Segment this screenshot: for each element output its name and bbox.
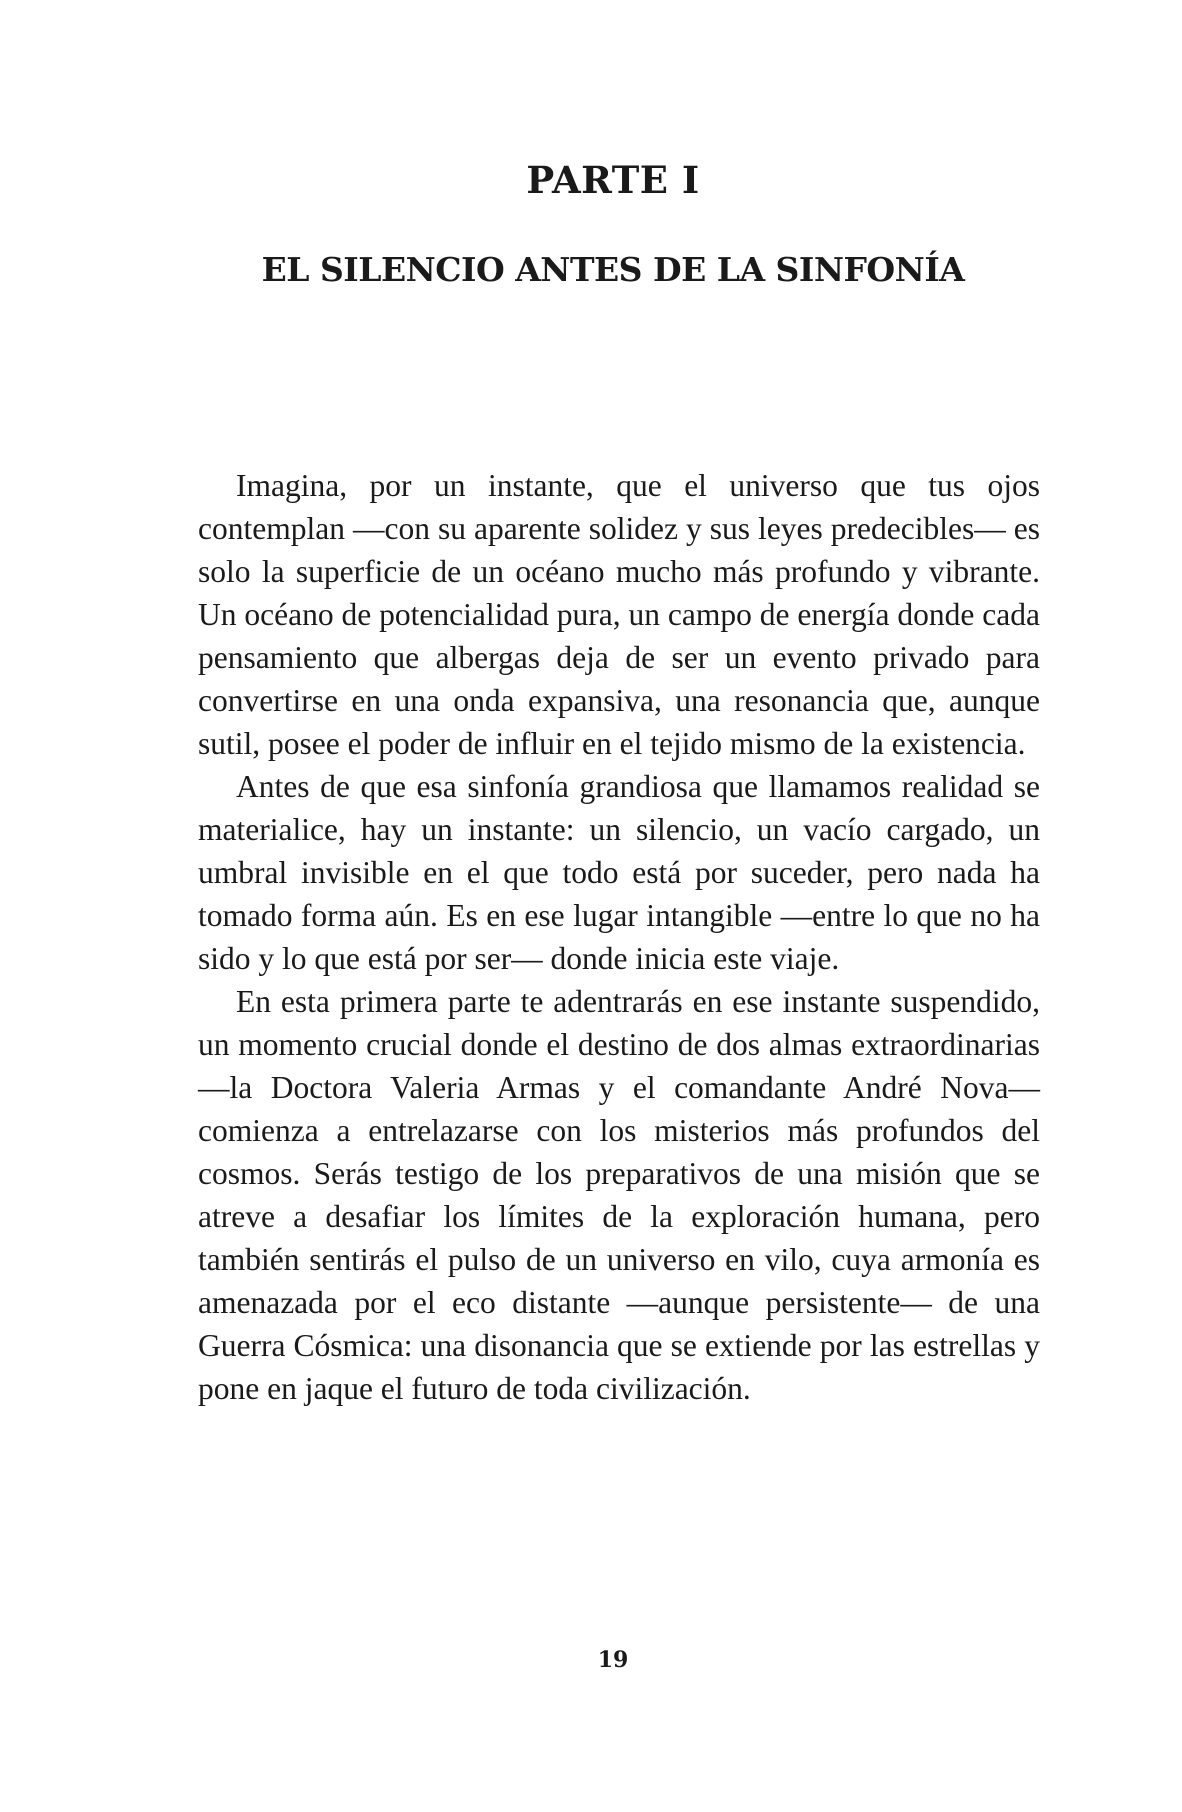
page-number: 19: [597, 1647, 629, 1673]
body-text: [198, 464, 1040, 1410]
part-title: EL SILENCIO ANTES DE LA SINFONÍA: [261, 250, 965, 289]
paragraph: En esta primera parte te adentrarás en ese instante suspendido, un momento crucial donde el destino de dos almas extraordinarias —la Doctora Valeria Armas y el comandante André Nova— comienza a entrelazarse con los misterios más profundos del cosmos. Serás testigo de los preparativos de una misión que se atreve a desafiar los límites de la exploración humana, pero también sentirás el pulso de un universo en vilo, cuya armonía es amenazada por el eco distante —aunque persistente— de una Guerra Cósmica: una disonancia que se extiende por las estrellas y pone en jaque el futuro de toda civilización.: [198, 984, 1040, 1406]
part-label: PARTE I: [526, 158, 700, 202]
paragraph: Antes de que esa sinfonía grandiosa que llamamos realidad se materialice, hay un instante: un silencio, un vacío cargado, un umbral invisible en el que todo está por suceder, pero nada ha tomado forma aún. Es en ese lugar intangible —entre lo que no ha sido y lo que está por ser— donde inicia este viaje.: [198, 769, 1040, 976]
paragraph: Imagina, por un instante, que el universo que tus ojos contemplan —con su aparente solidez y sus leyes predecibles— es solo la superficie de un océano mucho más profundo y vibrante. Un océano de potencialidad pura, un campo de energía donde cada pensamiento que albergas deja de ser un evento privado para convertirse en una onda expansiva, una resonancia que, aunque sutil, posee el poder de influir en el tejido mismo de la existencia.: [198, 468, 1040, 761]
